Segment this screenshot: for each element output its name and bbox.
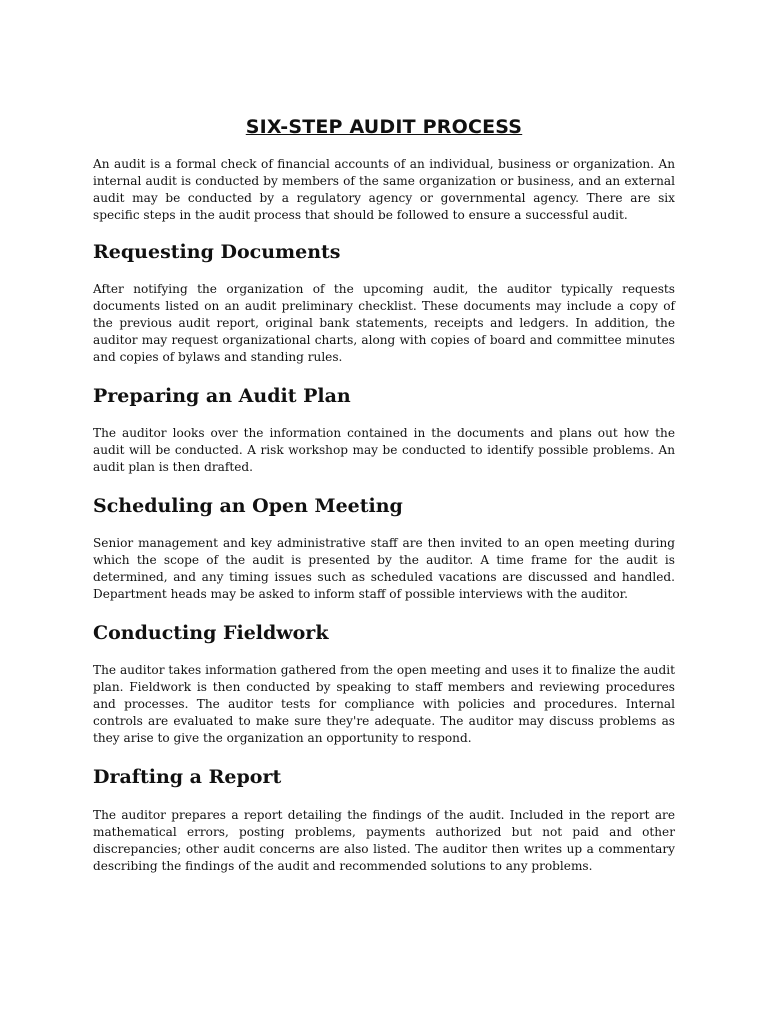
document-title: SIX-STEP AUDIT PROCESS [245,116,523,138]
intro-paragraph: An audit is a formal check of financial accounts of an individual, business or organization. An internal audit is conducted by members of the same organization or business, and an external audit may be conducted by a regulatory agency or governmental agency. There are six specific steps in the audit process that should be followed to ensure a successful audit. [93,157,675,222]
document-page [93,116,675,875]
section-body-conducting-fieldwork: The auditor takes information gathered from the open meeting and uses it to finalize the audit plan. Fieldwork is then conducted by speaking to staff members and reviewing procedures and processes. The auditor tests for compliance with policies and procedures. Internal controls are evaluated to make sure they're adequate. The auditor may discuss problems as they arise to give the organization an opportunity to respond. [93,663,675,745]
section-heading-conducting-fieldwork: Conducting Fieldwork [93,622,329,644]
section-body-requesting-documents: After notifying the organization of the upcoming audit, the auditor typically requests documents listed on an audit preliminary checklist. These documents may include a copy of the previous audit report, original bank statements, receipts and ledgers. In addition, the auditor may request organizational charts, along with copies of board and committee minutes and copies of bylaws and standing rules. [93,282,675,364]
section-body-preparing-audit-plan: The auditor looks over the information contained in the documents and plans out how the audit will be conducted. A risk workshop may be conducted to identify possible problems. An audit plan is then drafted. [93,426,675,474]
section-heading-drafting-report: Drafting a Report [93,766,282,788]
section-heading-requesting-documents: Requesting Documents [93,241,341,263]
section-heading-preparing-audit-plan: Preparing an Audit Plan [93,385,351,407]
section-body-scheduling-open-meeting: Senior management and key administrative staff are then invited to an open meeting during which the scope of the audit is presented by the auditor. A time frame for the audit is determined, and any timing issues such as scheduled vacations are discussed and handled. Department heads may be asked to inform staff of possible interviews with the auditor. [93,536,675,601]
section-heading-scheduling-open-meeting: Scheduling an Open Meeting [93,495,403,517]
section-body-drafting-report: The auditor prepares a report detailing the findings of the audit. Included in the report are mathematical errors, posting problems, payments authorized but not paid and other discrepancies; other audit concerns are also listed. The auditor then writes up a commentary describing the findings of the audit and recommended solutions to any problems. [93,808,675,873]
